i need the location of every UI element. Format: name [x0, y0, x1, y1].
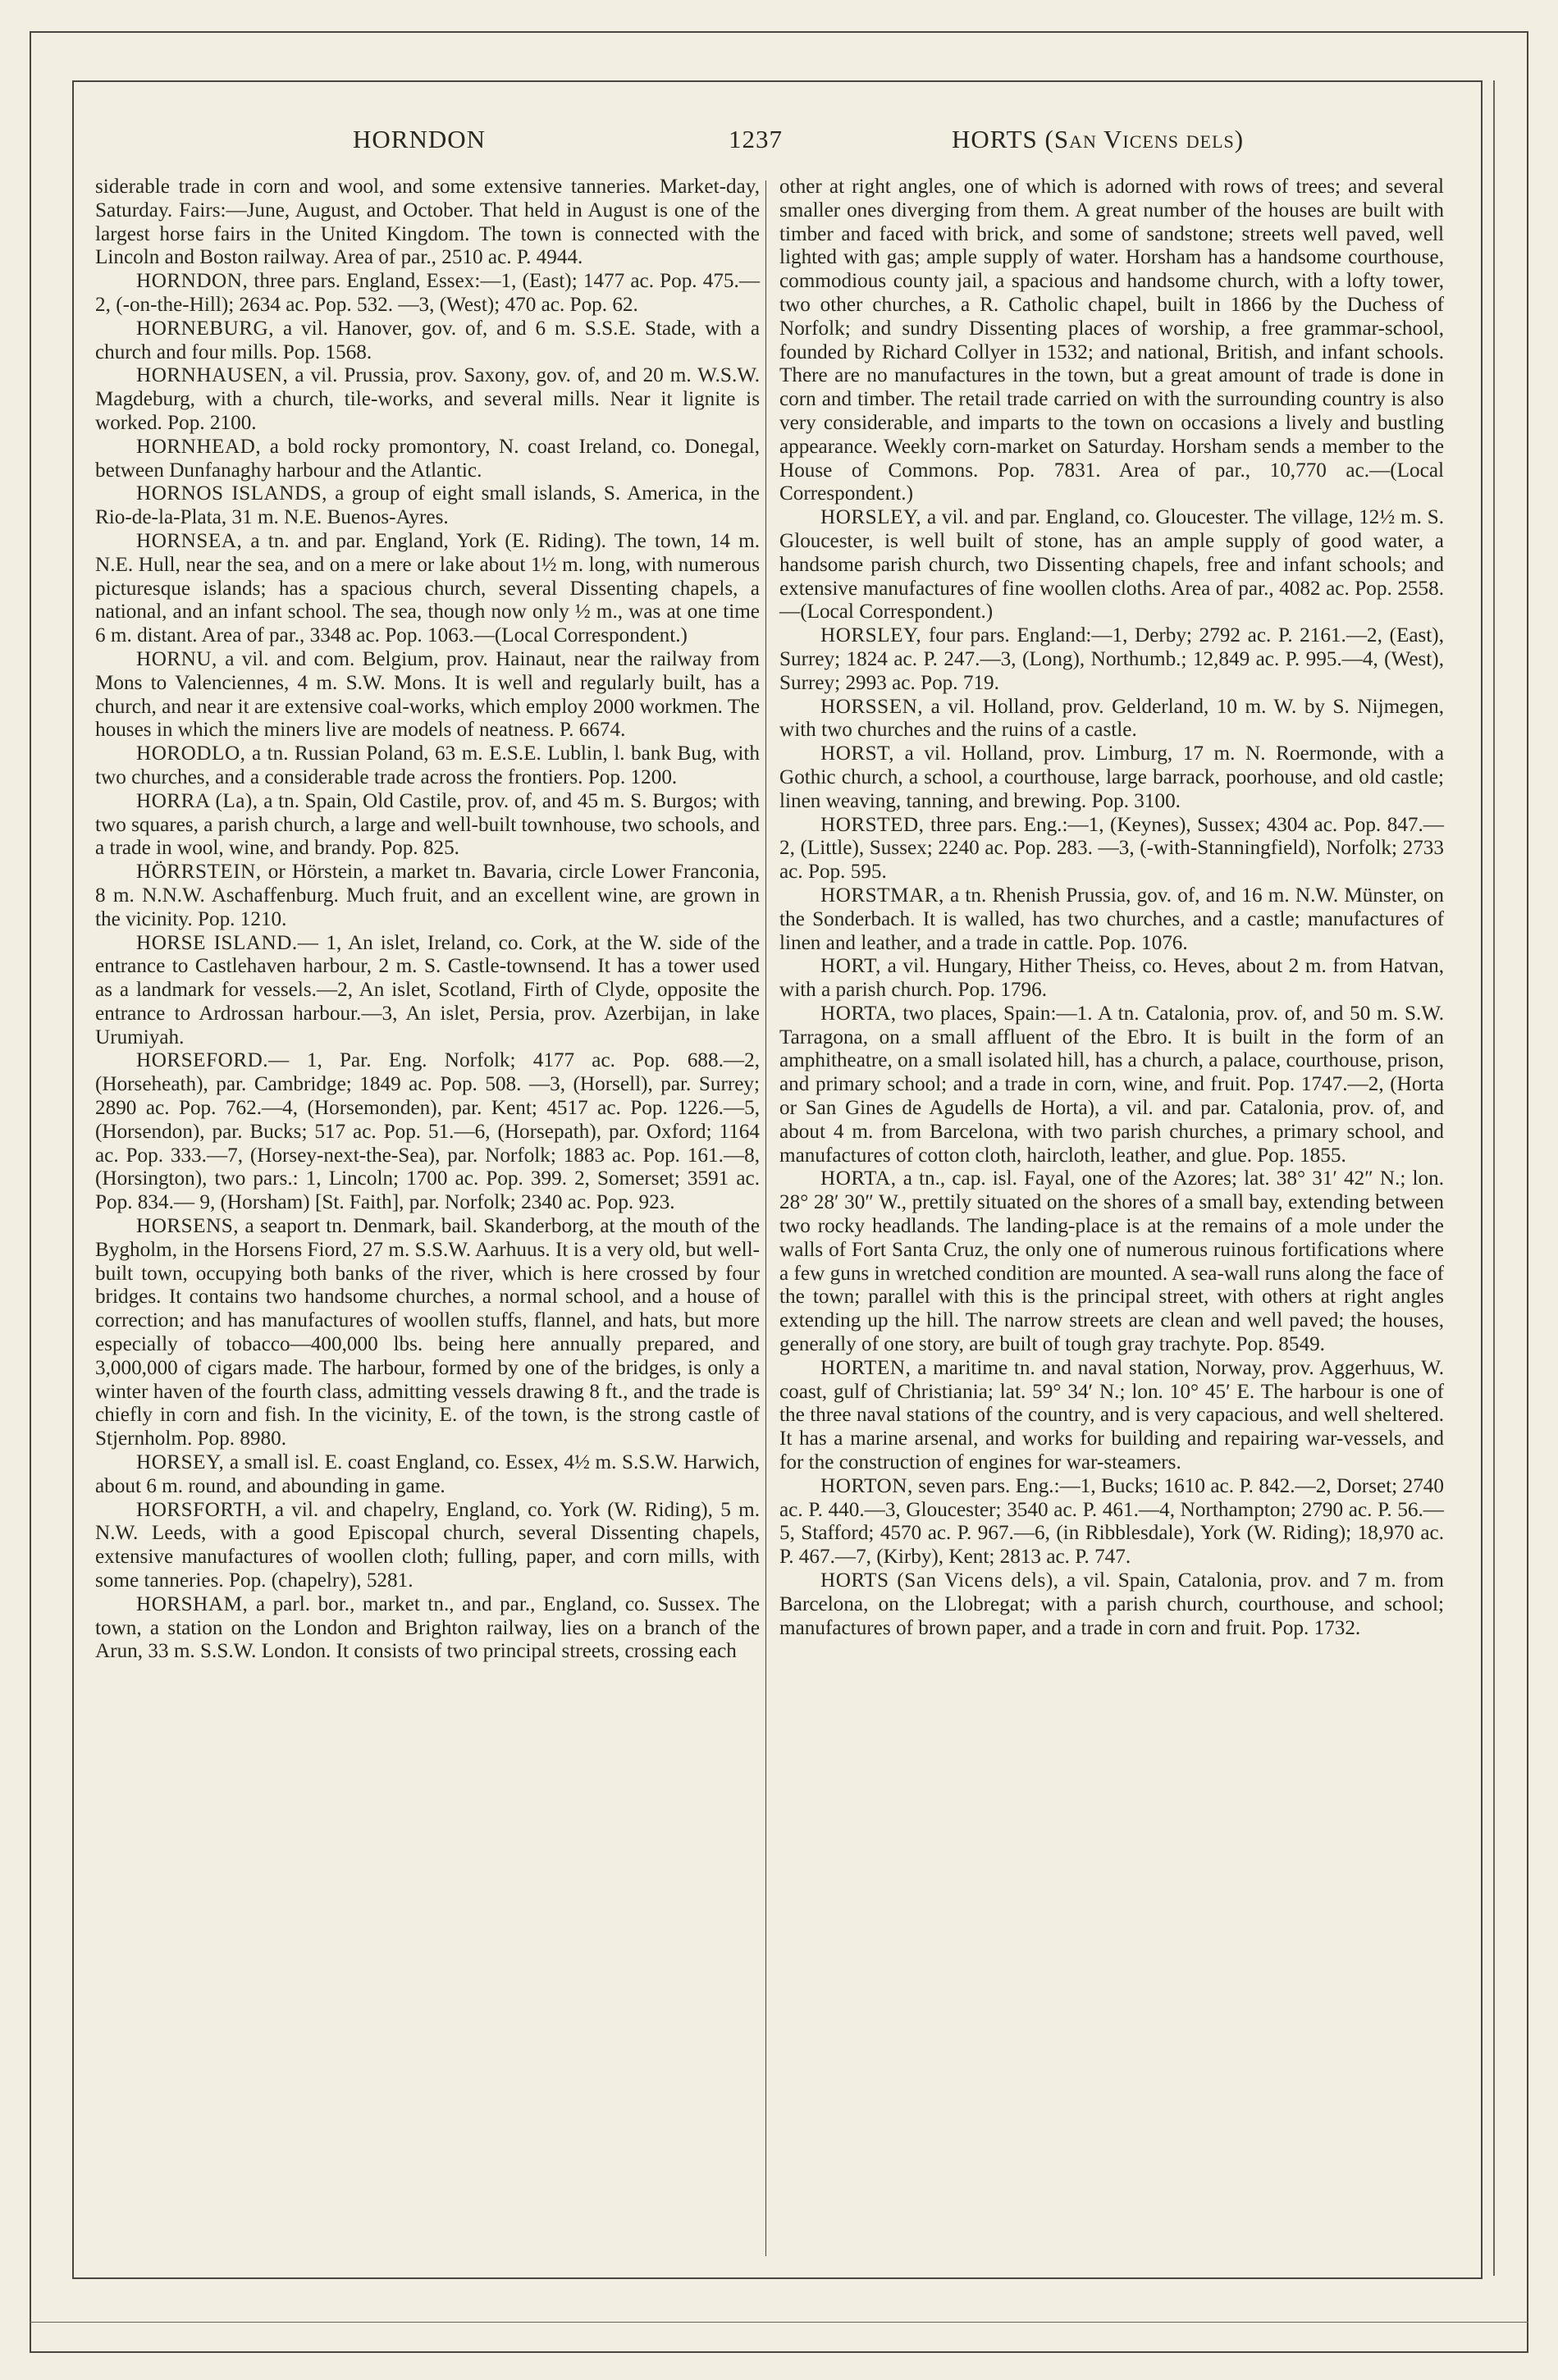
left-column [95, 176, 760, 1664]
gazetteer-entry [95, 742, 760, 790]
gazetteer-entry [95, 364, 760, 435]
entry-text: siderable trade in corn and wool, and some extensive tanneries. Market-day, Saturday. Fairs:—June, August, and October. That held in August is one of the largest horse fairs in the United Kingdom. The town is connected with the Lincoln and Boston railway. Area of par., 2510 ac. P. 4944. [95, 176, 760, 269]
entry-headword: HORSTMAR, [820, 884, 944, 907]
entry-text: 1, Par. Eng. Norfolk; 4177 ac. Pop. 688.—2, (Horseheath), par. Cambridge; 1849 ac. Pop. 508. —3, (Horsell), par. Surrey; 2890 ac. Pop. 762.—4, (Horsemonden), par. Kent; 4517 ac. Pop. 1226.—5, (Horsendon), par. Bucks; 517 ac. Pop. 51.—6, (Horsepath), par. Oxford; 1164 ac. Pop. 333.—7, (Horsey-next-the-Sea), par. Norfolk; 1883 ac. Pop. 161.—8, (Horsington), two pars.: 1, Lincoln; 1700 ac. Pop. 399. 2, Somerset; 3591 ac. Pop. 834.— 9, (Horsham) [St. Faith], par. Norfolk; 2340 ac. Pop. 923. [95, 1049, 760, 1214]
entry-headword: HORNDON, [136, 270, 249, 293]
gazetteer-entry [779, 955, 1444, 1003]
entry-headword: HORST, [820, 742, 894, 765]
entry-text: other at right angles, one of which is adorned with rows of trees; and several smaller ones diverging from them. A great number of the houses are built with timber and faced with brick, and some of sandstone; streets well paved, well lighted with gas; ample supply of water. Horsham has a handsome courthouse, commodious county jail, a spacious and handsome church, with a lofty tower, two other churches, a R. Catholic chapel, built in 1866 by the Duchess of Norfolk; and sundry Dissenting places of worship, a free grammar-school, founded by Richard Collyer in 1532; and national, British, and infant schools. There are no manufactures in the town, but a great amount of trade is done in corn and timber. The retail trade carried on with the surrounding country is also very considerable, and imparts to the town on occasions a lively and bustling appearance. Weekly corn-market on Saturday. Horsham sends a member to the House of Commons. Pop. 7831. Area of par., 10,770 ac.—(Local Correspondent.) [779, 176, 1444, 505]
gazetteer-entry [779, 1003, 1444, 1168]
entry-headword: HORTON, [820, 1474, 913, 1497]
entry-headword: HORSENS, [136, 1215, 240, 1238]
entry-text: a vil. Hungary, Hither Theiss, co. Heves, about 2 m. from Hatvan, with a parish church. Pop. 1796. [779, 955, 1444, 1002]
entry-text: or Hörstein, a market tn. Bavaria, circle Lower Franconia, 8 m. N.N.W. Aschaffenburg. Much fruit, and an excellent wine, are grown in the vicinity. Pop. 1210. [95, 861, 760, 930]
entry-text: a small isl. E. coast England, co. Essex, 4½ m. S.S.W. Harwich, about 6 m. round, and abounding in game. [95, 1451, 760, 1497]
entry-headword: HORNEBURG, [136, 317, 275, 340]
gazetteer-entry [779, 814, 1444, 884]
gazetteer-entry [95, 790, 760, 861]
right-margin-rule [1493, 80, 1495, 2276]
gazetteer-entry [95, 1499, 760, 1593]
gazetteer-entry [95, 1451, 760, 1499]
entry-text: a vil. and chapelry, England, co. York (W. Riding), 5 m. N.W. Leeds, with a good Episcopal church, several Dissenting chapels, extensive manufactures of woollen cloth; fulling, paper, and corn mills, with some tanneries. Pop. (chapelry), 5281. [95, 1498, 760, 1592]
gazetteer-entry [95, 932, 760, 1050]
gazetteer-entry [779, 1357, 1444, 1475]
entry-headword: HORSFORTH, [136, 1498, 267, 1521]
entry-text: a bold rocky promontory, N. coast Ireland, co. Donegal, between Dunfanaghy harbour and the Atlantic. [95, 435, 760, 482]
running-head-left: HORNDON [353, 125, 486, 153]
entry-headword: HORNU, [136, 647, 217, 670]
gazetteer-entry [779, 884, 1444, 955]
gazetteer-entry [95, 1215, 760, 1451]
gazetteer-entry [95, 648, 760, 742]
entry-text: a tn. Russian Poland, 63 m. E.S.E. Lublin, l. bank Bug, with two churches, and a considerable trade across the frontiers. Pop. 1200. [95, 742, 761, 788]
entry-text: a vil. Holland, prov. Limburg, 17 m. N. Roermonde, with a Gothic church, a school, a courthouse, large barrack, poorhouse, and old castle; linen weaving, tanning, and brewing. Pop. 3100. [779, 742, 1444, 812]
gazetteer-entry [779, 742, 1444, 813]
entry-text: four pars. England:—1, Derby; 2792 ac. P. 2161.—2, (East), Surrey; 1824 ac. P. 247.—3, (Long), Northumb.; 12,849 ac. P. 995.—4, (West), Surrey; 2993 ac. Pop. 719. [779, 624, 1444, 694]
gazetteer-entry [779, 1475, 1444, 1569]
entry-headword: HORSTED, [820, 813, 925, 836]
entry-text: a vil. and com. Belgium, prov. Hainaut, near the railway from Mons to Valenciennes, 4 m. S.W. Mons. It is well and regularly built, has a church, and near it are extensive coal-works, which employ 2000 workmen. The houses in which the miners live are models of neatness. P. 6674. [95, 647, 760, 742]
gazetteer-entry [95, 861, 760, 931]
running-head-right: HORTS (San Vicens dels) [952, 125, 1245, 153]
gazetteer-entry [95, 317, 760, 365]
gazetteer-entry [95, 482, 760, 530]
right-column [779, 176, 1444, 1640]
entry-headword: HORSE ISLAND.— [136, 931, 319, 954]
page-number: 1237 [729, 125, 783, 153]
entry-headword: HORSLEY, [820, 506, 922, 529]
gazetteer-entry [95, 1049, 760, 1215]
gazetteer-entry [95, 436, 760, 483]
gazetteer-entry [779, 506, 1444, 624]
entry-text: a parl. bor., market tn., and par., England, co. Sussex. The town, a station on the London and Brighton railway, lies on a branch of the Arun, 33 m. S.S.W. London. It consists of two principal streets, crossing each [95, 1592, 760, 1663]
entry-text: three pars. Eng.:—1, (Keynes), Sussex; 4304 ac. Pop. 847.—2, (Little), Sussex; 2240 ac. Pop. 283. —3, (-with-Stanningfield), Norfolk; 2733 ac. Pop. 595. [779, 813, 1444, 884]
entry-headword: HORTEN, [820, 1356, 911, 1379]
entry-headword: HORTA, [820, 1002, 897, 1025]
entry-headword: HORRA (La), [136, 789, 258, 812]
gazetteer-entry [779, 176, 1444, 506]
entry-headword: HORSEY, [136, 1451, 225, 1474]
bottom-margin-rule [30, 2322, 1528, 2323]
gazetteer-entry [779, 624, 1444, 695]
entry-text: a tn. and par. England, York (E. Riding). The town, 14 m. N.E. Hull, near the sea, and on a mere or lake about 1½ m. long, with numerous picturesque islands; has a spacious church, several Dissenting chapels, a national, and an infant school. The sea, though now only ½ m., was at one time 6 m. distant. Area of par., 3348 ac. Pop. 1063.—(Local Correspondent.) [95, 529, 761, 647]
entry-text: a vil. Prussia, prov. Saxony, gov. of, and 20 m. W.S.W. Magdeburg, with a church, tile-works, and several mills. Near it lignite is worked. Pop. 2100. [95, 364, 760, 434]
entry-headword: HORSLEY, [820, 624, 922, 647]
entry-headword: HORODLO, [136, 742, 246, 765]
gazetteer-entry [95, 1593, 760, 1664]
entry-text: seven pars. Eng.:—1, Bucks; 1610 ac. P. 842.—2, Dorset; 2740 ac. P. 440.—3, Gloucester; 3540 ac. P. 461.—4, Northampton; 2790 ac. P. 56.—5, Stafford; 4570 ac. P. 967.—6, (in Ribblesdale), York (W. Riding); 18,970 ac. P. 467.—7, (Kirby), Kent; 2813 ac. P. 747. [779, 1474, 1444, 1569]
entry-text: a vil. Holland, prov. Gelderland, 10 m. W. by S. Nijmegen, with two churches and the ruins of a castle. [779, 695, 1444, 742]
entry-text: two places, Spain:—1. A tn. Catalonia, prov. of, and 50 m. S.W. Tarragona, on a small affluent of the Ebro. It is built in the form of an amphitheatre, on a small isolated hill, has a church, a palace, courthouse, prison, and primary school; and a trade in corn, wine, and fruit. Pop. 1747.—2, (Horta or San Gines de Agudells de Horta), a vil. and par. Catalonia, prov. of, and about 4 m. from Barcelona, with two parish churches, a primary school, and manufactures of cotton cloth, haircloth, leather, and glue. Pop. 1855. [779, 1002, 1444, 1167]
entry-headword: HORNOS ISLANDS, [136, 482, 327, 505]
entry-headword: HORSEFORD.— [136, 1049, 290, 1072]
entry-headword: HORTA, [820, 1167, 897, 1190]
column-divider [765, 180, 766, 2256]
entry-headword: HORTS (San Vicens dels), [820, 1569, 1059, 1592]
entry-text: a group of eight small islands, S. America, in the Rio-de-la-Plata, 31 m. N.E. Buenos-Ayres. [95, 482, 760, 529]
gazetteer-entry [95, 530, 760, 648]
entry-headword: HORNHEAD, [136, 435, 262, 458]
entry-text: a vil. Hanover, gov. of, and 6 m. S.S.E. Stade, with a church and four mills. Pop. 1568. [95, 317, 760, 363]
entry-text: a tn. Spain, Old Castile, prov. of, and 45 m. S. Burgos; with two squares, a parish church, a large and well-built townhouse, two schools, and a trade in wool, wine, and brandy. Pop. 825. [95, 789, 761, 860]
entry-headword: HORNHAUSEN, [136, 364, 289, 387]
gazetteer-entry [779, 696, 1444, 743]
gazetteer-entry [95, 270, 760, 317]
entry-headword: HORSHAM, [136, 1592, 249, 1615]
entry-text: a vil. Spain, Catalonia, prov. and 7 m. from Barcelona, on the Llobregat; with a parish church, courthouse, and school; manufactures of brown paper, and a trade in corn and fruit. Pop. 1732. [779, 1569, 1444, 1639]
entry-text: a vil. and par. England, co. Gloucester. The village, 12½ m. S. Gloucester, is well built of stone, has an ample supply of good water, a handsome parish church, two Dissenting chapels, free and infant schools; and extensive manufactures of fine woollen cloths. Area of par., 4082 ac. Pop. 2558.—(Local Correspondent.) [779, 506, 1445, 624]
entry-text: a tn., cap. isl. Fayal, one of the Azores; lat. 38° 31′ 42″ N.; lon. 28° 28′ 30″ W., prettily situated on the shores of a small bay, extending between two rocky headlands. The landing-place is at the remains of a mole under the walls of Fort Santa Cruz, the only one of numerous ruinous fortifications where a few guns in wretched condition are mounted. A sea-wall runs along the face of the town; parallel with this is the principal street, with others at right angles extending up the hill. The narrow streets are clean and well paved; the houses, generally of one story, are built of tough gray trachyte. Pop. 8549. [779, 1167, 1445, 1356]
entry-text: 1, An islet, Ireland, co. Cork, at the W. side of the entrance to Castlehaven harbour, 2 m. S. Castle-townsend. It has a tower used as a landmark for vessels.—2, An islet, Scotland, Firth of Clyde, opposite the entrance to Ardrossan harbour.—3, An islet, Persia, prov. Azerbijan, in lake Urumiyah. [95, 931, 760, 1048]
entry-headword: HÖRRSTEIN, [136, 861, 262, 884]
gazetteer-entry [779, 1569, 1444, 1640]
entry-text: a tn. Rhenish Prussia, gov. of, and 16 m. N.W. Münster, on the Sonderbach. It is walled, has two churches, and a castle; manufactures of linen and leather, and a trade in cattle. Pop. 1076. [779, 884, 1445, 954]
entry-text: a seaport tn. Denmark, bail. Skanderborg, at the mouth of the Bygholm, in the Horsens Fiord, 27 m. S.S.W. Aarhuus. It is a very old, but well-built town, occupying both banks of the river, which is here crossed by four bridges. It contains two handsome churches, a normal school, and a house of correction; and has manufactures of woollen stuffs, flannel, and hats, but more especially of tobacco—400,000 lbs. being here annually prepared, and 3,000,000 of cigars made. The harbour, formed by one of the bridges, is only a winter haven of the fourth class, admitting vessels drawing 8 ft., and the trade is chiefly in corn and fish. In the vicinity, E. of the town, is the strong castle of Stjernholm. Pop. 8980. [95, 1215, 761, 1450]
entry-headword: HORNSEA, [136, 529, 243, 552]
gazetteer-entry [779, 1167, 1444, 1356]
entry-text: three pars. England, Essex:—1, (East); 1477 ac. Pop. 475.—2, (-on-the-Hill); 2634 ac. Pop. 532. —3, (West); 470 ac. Pop. 62. [95, 270, 761, 316]
entry-headword: HORSSEN, [820, 695, 924, 718]
entry-text: a maritime tn. and naval station, Norway, prov. Aggerhuus, W. coast, gulf of Christiania; lat. 59° 34′ N.; lon. 10° 45′ E. The harbour is one of the three naval stations of the country, and is very capacious, and well sheltered. It has a marine arsenal, and works for building and repairing war-vessels, and for the construction of engines for war-steamers. [779, 1356, 1445, 1474]
gazetteer-entry [95, 176, 760, 270]
entry-headword: HORT, [820, 955, 881, 978]
